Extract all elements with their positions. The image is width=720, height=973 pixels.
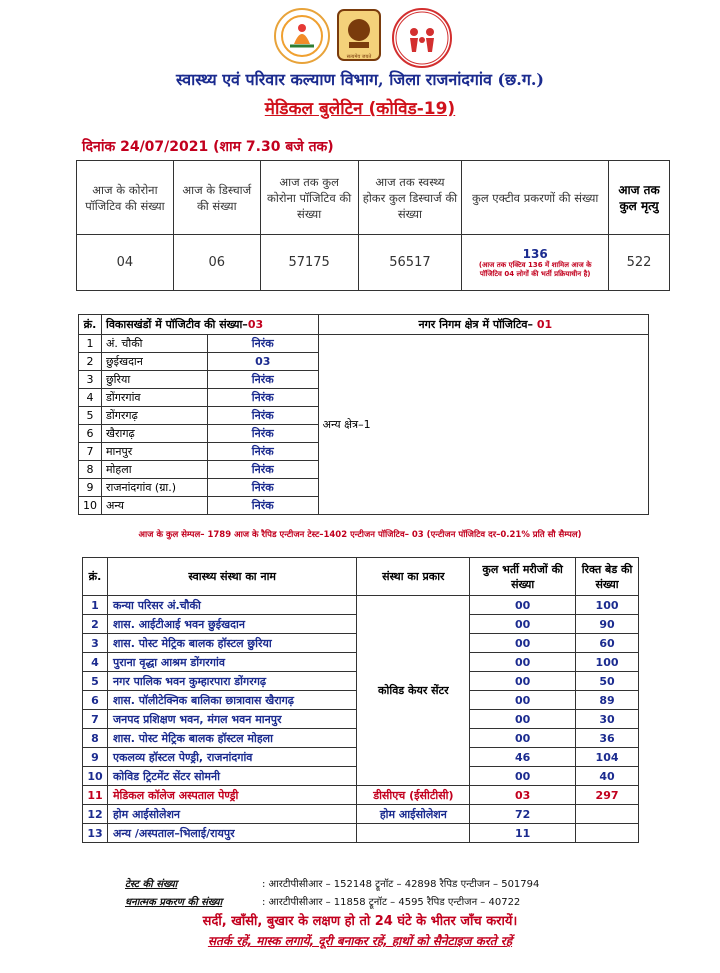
facility-row-admitted: 00 [470,653,576,672]
block-row-no: 5 [79,407,102,425]
facility-row-name: नगर पालिक भवन कुम्हारपारा डोंगरगढ़ [107,672,356,691]
facility-row-admitted: 00 [470,729,576,748]
nhm-logo-icon [392,8,452,68]
facility-row-name: जनपद प्रशिक्षण भवन, मंगल भवन मानपुर [107,710,356,729]
summary-table [76,160,670,291]
facility-row-vacant: 36 [576,729,639,748]
block-row-name: छुईखदान [101,353,207,371]
block-row-name: डोंगरगढ़ [101,407,207,425]
facility-header-type: संस्था का प्रकार [357,558,470,596]
facility-row-admitted: 72 [470,805,576,824]
block-row-status: निरंक [207,497,318,515]
block-row-name: छुरिया [101,371,207,389]
health-dept-logo-icon [274,8,330,64]
today-positive-value: 04 [77,235,174,291]
block-row-no: 8 [79,461,102,479]
svg-text:सत्यमेव जयते: सत्यमेव जयते [346,54,372,60]
block-row-status: निरंक [207,407,318,425]
bulletin-title: मेडिकल बुलेटिन (कोविड-19) [264,99,456,119]
block-row-no: 9 [79,479,102,497]
block-row-no: 3 [79,371,102,389]
facility-row-type [357,824,470,843]
facility-row-vacant: 30 [576,710,639,729]
facility-row-no: 12 [83,805,108,824]
block-row-no: 7 [79,443,102,461]
test-count-value: : आरटीपीसीआर – 152148 ट्रूनॉट – 42898 रैपिड एन्टीजन – 501794 [262,879,540,890]
facility-row-vacant: 90 [576,615,639,634]
block-positive-table [78,314,649,515]
block-row-no: 6 [79,425,102,443]
facility-row-name: एकलव्य हॉस्टल पेण्ड्री, राजनांदगांव [107,748,356,767]
today-discharge-value: 06 [173,235,260,291]
facility-row-vacant: 297 [576,786,639,805]
facility-row-name: शास. आईटीआई भवन छुईखदान [107,615,356,634]
block-row-status: निरंक [207,371,318,389]
facility-row-vacant: 50 [576,672,639,691]
urban-header: नगर निगम क्षेत्र में पॉजिटिव– 01 [318,315,648,335]
header-today-discharge: आज के डिस्चार्ज की संख्या [173,161,260,235]
facility-row-no: 1 [83,596,108,615]
facility-row-vacant [576,805,639,824]
block-row-no: 2 [79,353,102,371]
block-row-no: 1 [79,335,102,353]
active-cases-note: (आज तक एक्टिव 136 में शामिल आज के पॉजिटिव 04 लोगों की भर्ती प्रक्रियाधीन है) [478,260,592,278]
block-header: विकासखंडों में पॉजिटीव की संख्या–03 [101,315,318,335]
facility-row-vacant: 104 [576,748,639,767]
facility-row-name: शास. पॉलीटेक्निक बालिका छात्रावास खैरागढ़ [107,691,356,710]
block-row-name: डोंगरगांव [101,389,207,407]
positive-count-value: : आरटीपीसीआर – 11858 ट्रूनॉट – 4595 रैपिड एन्टीजन – 40722 [262,897,521,908]
facility-row-no: 8 [83,729,108,748]
facility-header-name: स्वास्थ्य संस्था का नाम [107,558,356,596]
active-cases-cell [462,235,609,291]
facility-row-name: होम आईसोलेशन [107,805,356,824]
block-row-name: राजनांदगांव (ग्रा.) [101,479,207,497]
facility-row-no: 13 [83,824,108,843]
facility-row-vacant: 40 [576,767,639,786]
facility-row-no: 7 [83,710,108,729]
facility-row-name: पुराना वृद्धा आश्रम डोंगरगांव [107,653,356,672]
block-row-status: निरंक [207,425,318,443]
facility-row-no: 5 [83,672,108,691]
facility-row-no: 2 [83,615,108,634]
block-row-status: 03 [207,353,318,371]
header-logos [270,8,450,66]
facility-header-vacant: रिक्त बेड की संख्या [576,558,639,596]
header-total-positive: आज तक कुल कोरोना पॉजिटिव की संख्या [260,161,358,235]
facility-row-admitted: 00 [470,634,576,653]
facility-row-type: होम आईसोलेशन [357,805,470,824]
bulletin-date: दिनांक 24/07/2021 (शाम 7.30 बजे तक) [82,139,334,155]
total-positive-value: 57175 [260,235,358,291]
header-active-cases: कुल एक्टीव प्रकरणों की संख्या [462,161,609,235]
facility-row-name: कन्या परिसर अं.चौकी [107,596,356,615]
block-header-no: क्रं. [79,315,102,335]
block-row-name: मानपुर [101,443,207,461]
facility-header-admitted: कुल भर्ती मरीजों की संख्या [470,558,576,596]
facility-row-admitted: 00 [470,767,576,786]
facility-table [82,557,639,843]
facility-row-no: 10 [83,767,108,786]
facility-row-type: डीसीएच (ईसीटीसी) [357,786,470,805]
facility-row-admitted: 00 [470,691,576,710]
facility-row-no: 4 [83,653,108,672]
header-today-positive: आज के कोरोना पॉजिटिव की संख्या [77,161,174,235]
facility-row-admitted: 00 [470,615,576,634]
facility-row-admitted: 46 [470,748,576,767]
block-row-status: निरंक [207,389,318,407]
facility-row-admitted: 11 [470,824,576,843]
active-cases-value: 136 [522,246,548,261]
block-row-status: निरंक [207,479,318,497]
block-row-status: निरंक [207,335,318,353]
facility-row-admitted: 03 [470,786,576,805]
facility-row-no: 3 [83,634,108,653]
header-total-discharge: आज तक स्वस्थ्य होकर कुल डिस्चार्ज की संख्या [358,161,462,235]
block-row-name: मोहला [101,461,207,479]
facility-row-admitted: 00 [470,710,576,729]
urban-total: 01 [536,317,553,331]
facility-row-name: शास. पोस्ट मेट्रिक बालक हॉस्टल मोहला [107,729,356,748]
block-row-no: 10 [79,497,102,515]
facility-row-no: 6 [83,691,108,710]
positive-count-label: धनात्मक प्रकरण की संख्या [125,897,223,908]
urban-note: अन्य क्षेत्र–1 [318,335,648,515]
block-row-no: 4 [79,389,102,407]
header-deaths: आज तक कुल मृत्यु [609,161,670,235]
block-total: 03 [247,317,264,331]
test-count-label: टेस्ट की संख्या [125,879,178,890]
total-discharge-value: 56517 [358,235,462,291]
facility-row-name: कोविड ट्रिटमेंट सेंटर सोमनी [107,767,356,786]
facility-row-name: मेडिकल कॉलेज अस्पताल पेण्ड्री [107,786,356,805]
safety-message: सतर्क रहें, मास्क लगायें, दूरी बनाकर रहें, हाथों को सैनेटाइज करते रहें [207,934,513,948]
block-row-status: निरंक [207,461,318,479]
deaths-value: 522 [609,235,670,291]
facility-row-vacant: 100 [576,653,639,672]
facility-row-no: 11 [83,786,108,805]
department-title: स्वास्थ्य एवं परिवार कल्याण विभाग, जिला राजनांदगांव (छ.ग.) [176,70,544,89]
facility-row-admitted: 00 [470,672,576,691]
facility-row-vacant: 89 [576,691,639,710]
facility-header-no: क्रं. [83,558,108,596]
block-row-name: अन्य [101,497,207,515]
facility-row-vacant: 100 [576,596,639,615]
facility-row-name: शास. पोस्ट मेट्रिक बालक हॉस्टल छुरिया [107,634,356,653]
facility-row-name: अन्य /अस्पताल–भिलाई/रायपुर [107,824,356,843]
facility-row-vacant [576,824,639,843]
facility-row-no: 9 [83,748,108,767]
block-row-name: अं. चौकी [101,335,207,353]
sample-summary: आज के कुल सेम्पल– 1789 आज के रैपिड एन्टीजन टेस्ट–1402 एन्टीजन पॉजिटिव– 03 (एन्टीजन पॉजिटिव दर–0.21% प्रति सौ सैम्पल) [138,530,582,540]
covid-care-center-type: कोविड केयर सेंटर [357,596,470,786]
state-emblem-icon [334,8,384,60]
block-row-status: निरंक [207,443,318,461]
facility-row-admitted: 00 [470,596,576,615]
block-row-name: खैरागढ़ [101,425,207,443]
symptom-warning: सर्दी, खाँसी, बुखार के लक्षण हो तो 24 घंटे के भीतर जाँच करायें। [202,914,518,929]
facility-row-vacant: 60 [576,634,639,653]
